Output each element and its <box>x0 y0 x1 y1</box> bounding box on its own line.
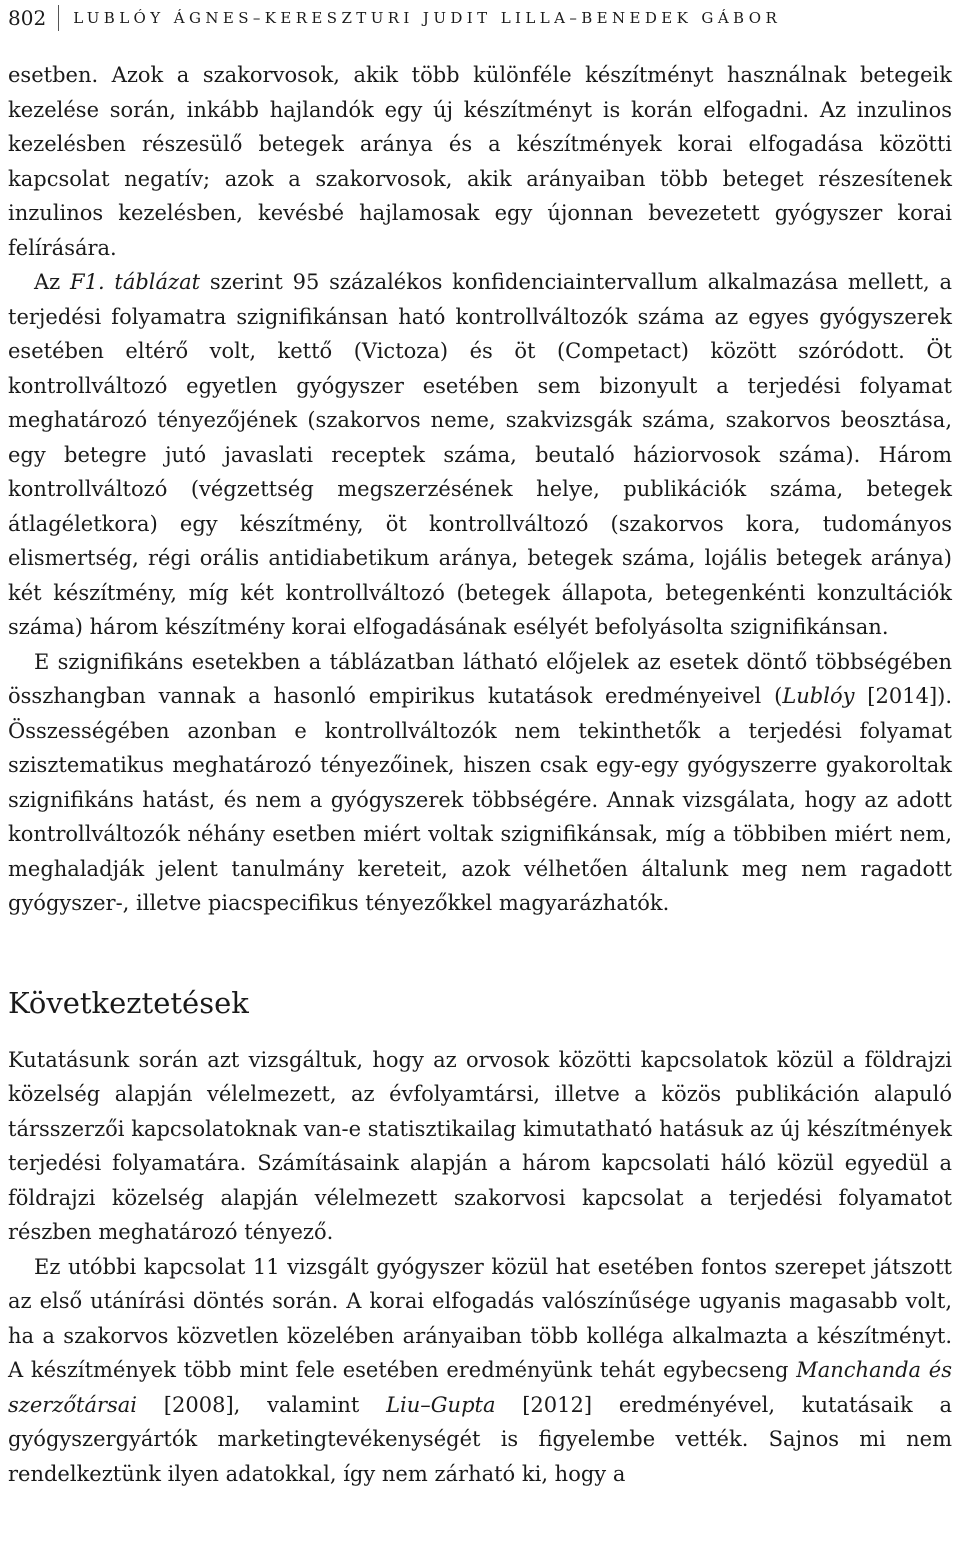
section-heading: Következtetések <box>8 985 249 1020</box>
paragraph-text-before: E szignifikáns esetekben a táblázatban látható előjelek az esetek döntő többségében összhangban vannak a hasonló empirikus kutatások eredményeivel ( <box>8 649 952 708</box>
paragraph-significant-cases <box>8 645 952 921</box>
page-body <box>8 58 952 1491</box>
header-divider <box>58 5 59 31</box>
paragraph-conclusions-2 <box>8 1250 952 1492</box>
paragraph-text: szerint 95 százalékos konfidenciaintervallum alkalmazása mellett, a terjedési folyamatra szignifikánsan ható kontrollváltozók száma az egyes gyógyszerek esetében eltérő volt, kettő (Victoza) és öt (Competact) között szóródott. Öt kontrollváltozó egyetlen gyógyszer esetében sem bizonyult a terjedési folyamat meghatározó tényezőjének (szakorvos neme, szakvizsgák száma, szakorvos beosztása, egy betegre jutó javaslati receptek száma, beutaló háziorvosok száma). Három kontrollváltozó (végzettség megszerzésének helye, publikációk száma, betegek átlagéletkora) egy készítmény, öt kontrollváltozó (szakorvos kora, tudományos elismertség, régi orális antidiabetikum aránya, betegek száma, lojális betegek aránya) két készítmény, míg két kontrollváltozó (betegek állapota, betegenkénti konzultációk száma) három készítmény korai elfogadásának esélyét befolyásolta szignifikánsan. <box>8 270 952 639</box>
paragraph-text-after: [2014]). Összességében azonban e kontrollváltozók nem tekinthetők a terjedési folyamat szisztematikus meghatározó tényezőinek, hiszen csak egy-egy gyógyszerre gyakoroltak szignifikáns hatást, és nem a gyógyszerek többségére. Annak vizsgálata, hogy az adott kontrollváltozók néhány esetben miért voltak szignifikánsak, míg a többiben miért nem, meghaladják jelent tanulmány kereteit, azok vélhetően általunk meg nem ragadott gyógyszer-, illetve piacspecifikus tényezőkkel magyarázhatók. <box>8 684 953 915</box>
paragraph-text: esetben. Azok a szakorvosok, akik több különféle készítményt használnak betegeik kezelése során, inkább hajlandók egy új készítményt is korán elfogadni. Az inzulinos kezelésben részesülő betegek aránya és a készítmények korai elfogadása közötti kapcsolat negatív; azok a szakorvosok, akik arányaiban több beteget részesítenek inzulinos kezelésben, kevésbé hajlamosak egy újonnan bevezetett gyógyszer korai felírására. <box>8 63 952 260</box>
table-reference: F1. táblázat <box>70 270 201 294</box>
paragraph-text-after: [2012] eredményével, kutatásaik a gyógyszergyártók marketingtevékenységét is figyelembe vették. Sajnos mi nem rendelkeztünk ilyen adatokkal, így nem zárható ki, hogy a <box>8 1392 952 1486</box>
citation-author: Lublóy <box>782 684 855 708</box>
citation-liu-gupta: Liu–Gupta <box>386 1392 496 1417</box>
page-number: 802 <box>8 6 47 30</box>
running-head-authors: LUBLÓY ÁGNES–KERESZTURI JUDIT LILLA–BENEDEK GÁBOR <box>73 9 782 27</box>
paragraph-conclusions-1 <box>8 1043 952 1250</box>
paragraph-continuation <box>8 58 952 265</box>
paragraph-text: Kutatásunk során azt vizsgáltuk, hogy az orvosok közötti kapcsolatok közül a földrajzi közelség alapján vélelmezett, az évfolyamtársi, illetve a közös publikáción alapuló társszerzői kapcsolatoknak van-e statisztikailag kimutatható hatásuk az új készítmények terjedési folyamatára. Számításaink alapján a három kapcsolati háló közül egyedül a földrajzi közelség alapján vélelmezett szakorvosi kapcsolat a terjedési folyamatot részben meghatározó tényező. <box>8 1047 952 1244</box>
paragraph-text-mid: [2008], valamint <box>137 1392 387 1417</box>
paragraph-text-before: Ez utóbbi kapcsolat 11 vizsgált gyógyszer közül hat esetében fontos szerepet játszott az első utánírási döntés során. A korai elfogadás valószínűsége ugyanis magasabb volt, ha a szakorvos közvetlen közelében arányaiban több kolléga alkalmazta a készítményt. A készítmények több mint fele esetében eredményünk tehát egybecseng <box>8 1254 952 1382</box>
page-header <box>8 4 781 32</box>
paragraph-lead: Az <box>34 270 71 294</box>
citation-manchanda: Manchanda és szerzőtársai <box>8 1358 952 1417</box>
paragraph-control-variables <box>8 265 952 645</box>
